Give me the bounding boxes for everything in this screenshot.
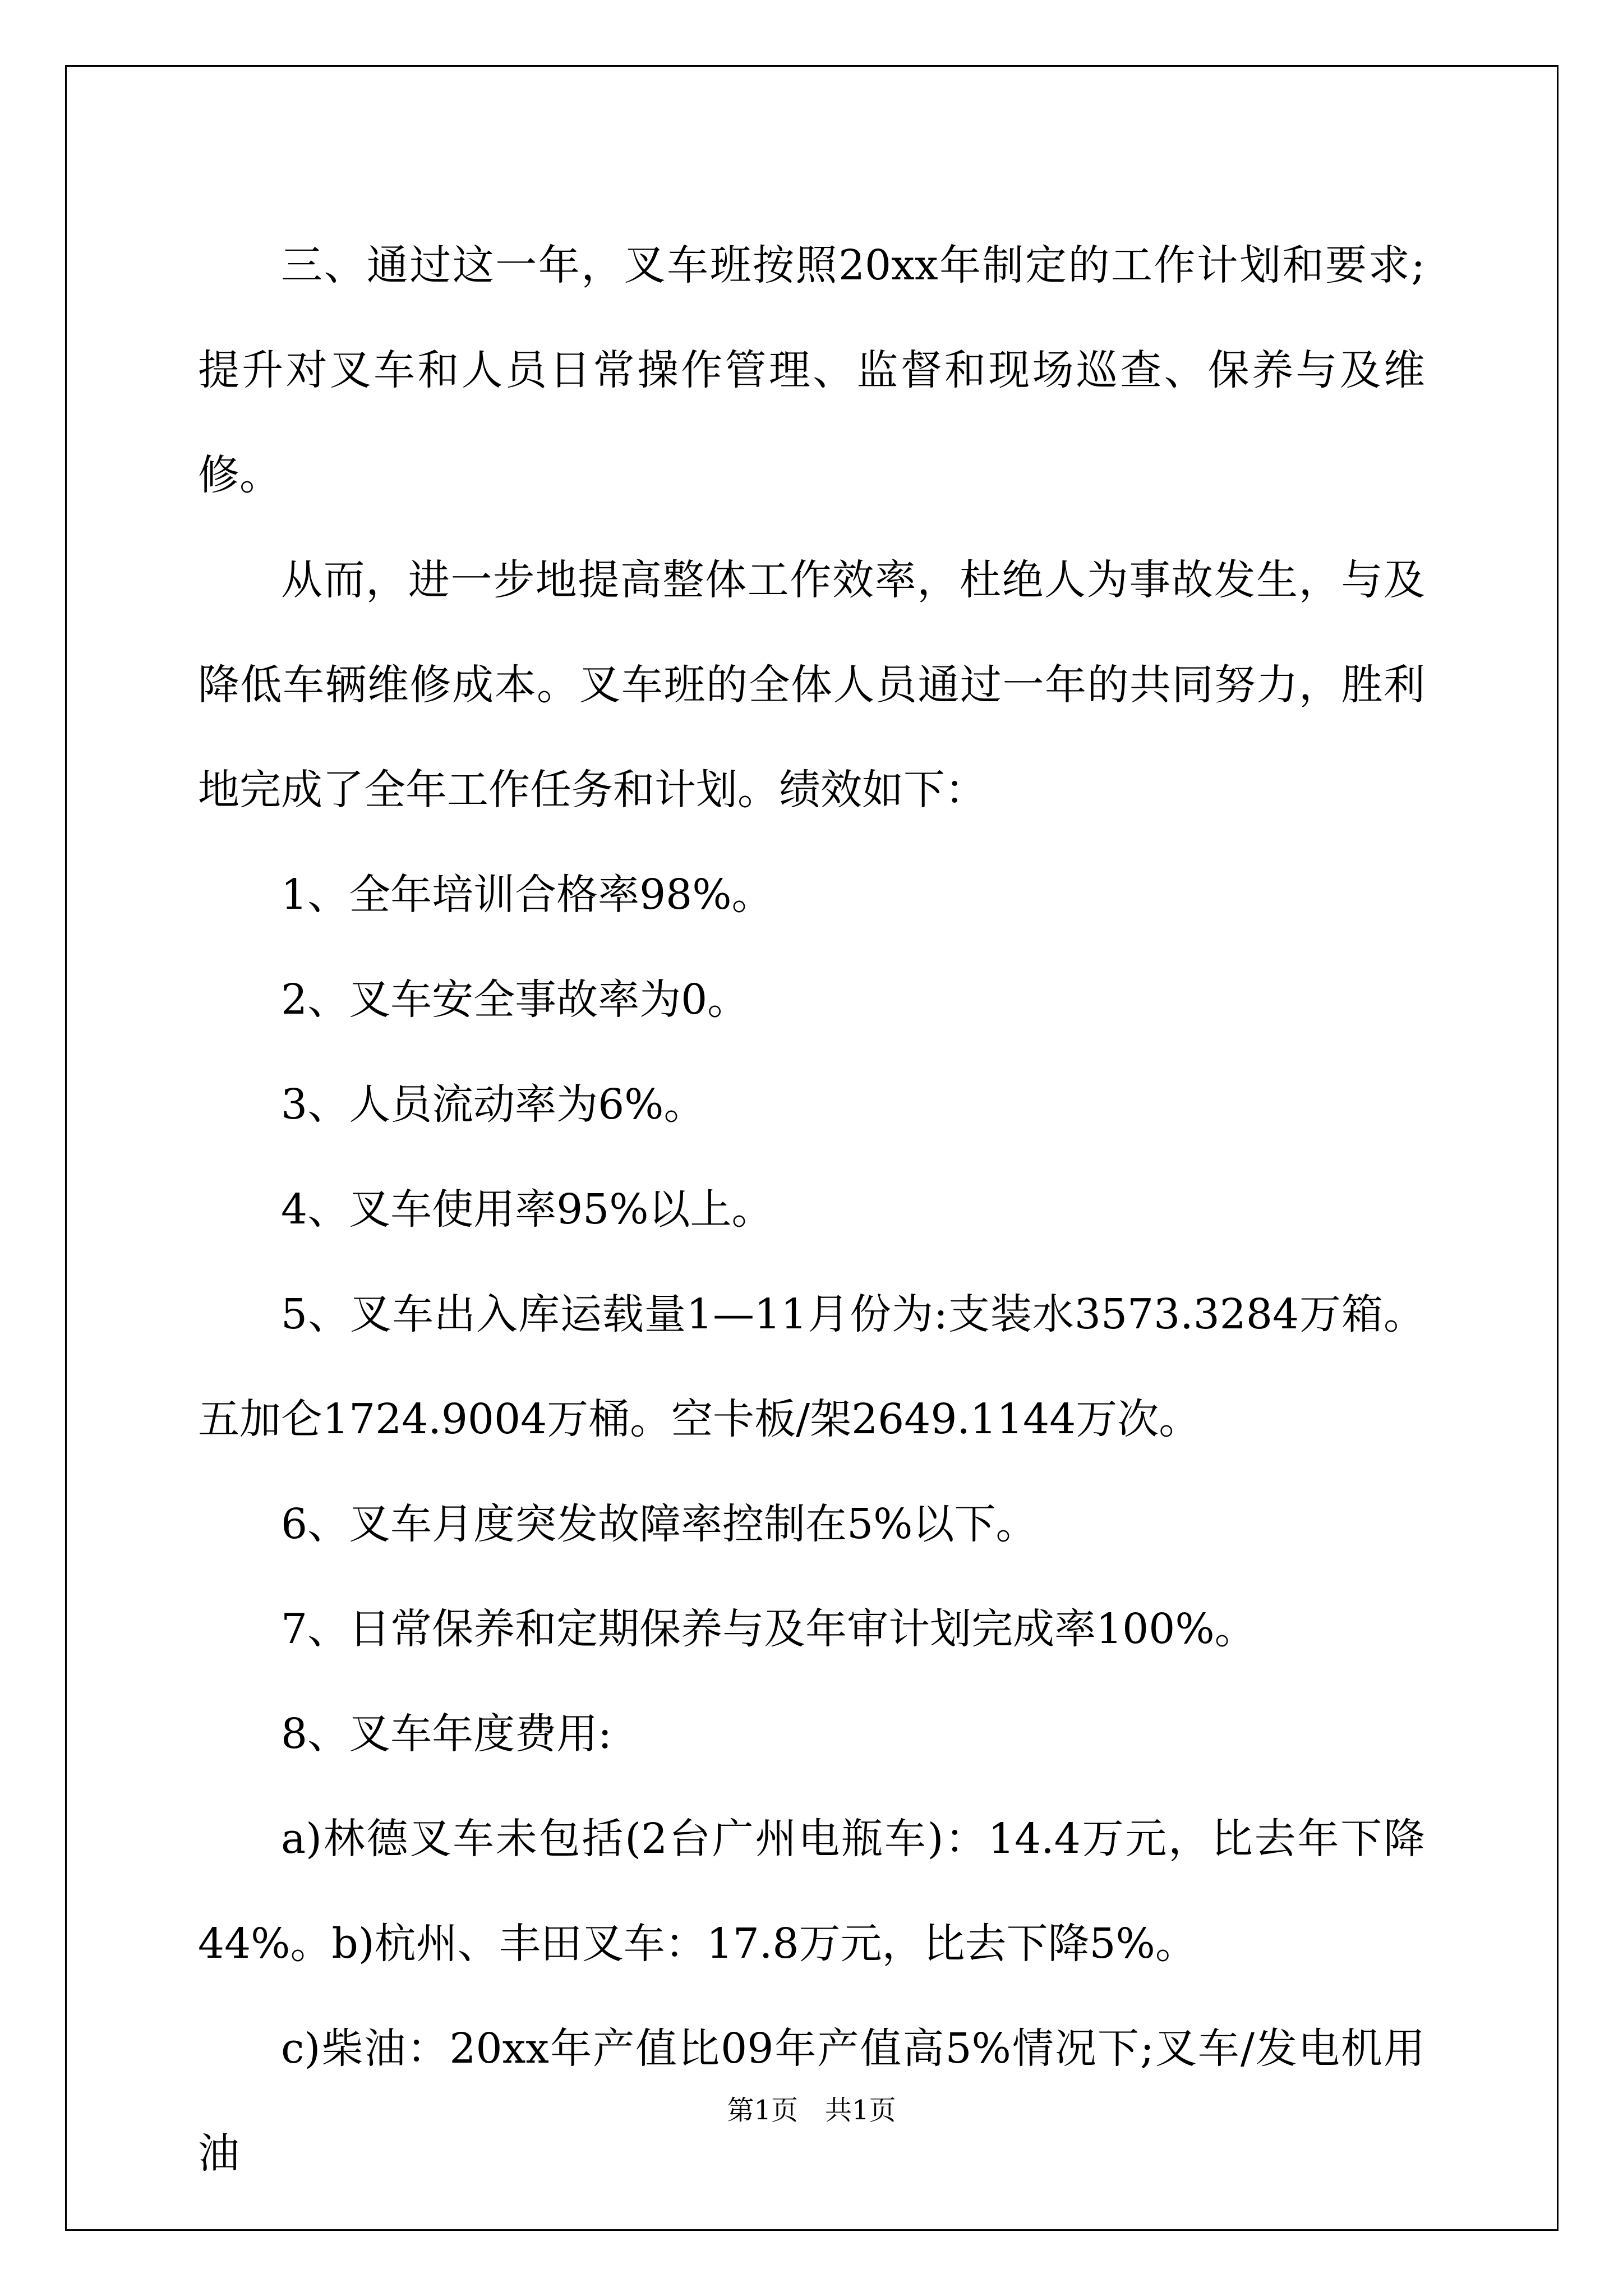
list-item: 3、人员流动率为6%。	[281, 1080, 706, 1129]
document-body	[198, 213, 1425, 2206]
list-item: 4、叉车使用率95%以上。	[281, 1185, 773, 1234]
paragraph: 三、通过这一年，叉车班按照20xx年制定的工作计划和要求;提升对叉车和人员日常操作管理、监督和现场巡查、保养与及维修。	[198, 241, 1425, 499]
list-item: 1、全年培训合格率98%。	[281, 871, 773, 919]
sub-item: a)林德叉车未包括(2台广州电瓶车)：14.4万元，比去年下降44%。b)杭州、丰田叉车：17.8万元，比去下降5%。	[198, 1815, 1425, 1968]
list-item: 2、叉车安全事故率为0。	[281, 976, 749, 1024]
page-number: 第1页 共1页	[727, 2095, 896, 2126]
page-footer	[0, 2093, 1623, 2127]
paragraph: 从而，进一步地提高整体工作效率，杜绝人为事故发生，与及降低车辆维修成本。叉车班的全体人员通过一年的共同努力，胜利地完成了全年工作任务和计划。绩效如下：	[198, 556, 1425, 814]
sub-item: c)柴油：20xx年产值比09年产值高5%情况下;叉车/发电机用油	[198, 2024, 1425, 2178]
list-item: 8、叉车年度费用:	[281, 1710, 612, 1758]
list-item: 6、叉车月度突发故障率控制在5%以下。	[281, 1500, 1038, 1548]
list-item: 7、日常保养和定期保养与及年审计划完成率100%。	[281, 1605, 1256, 1653]
list-item: 5、叉车出入库运载量1—11月份为:支装水3573.3284万箱。五加仑1724.9004万桶。空卡板/架2649.1144万次。	[198, 1290, 1425, 1443]
